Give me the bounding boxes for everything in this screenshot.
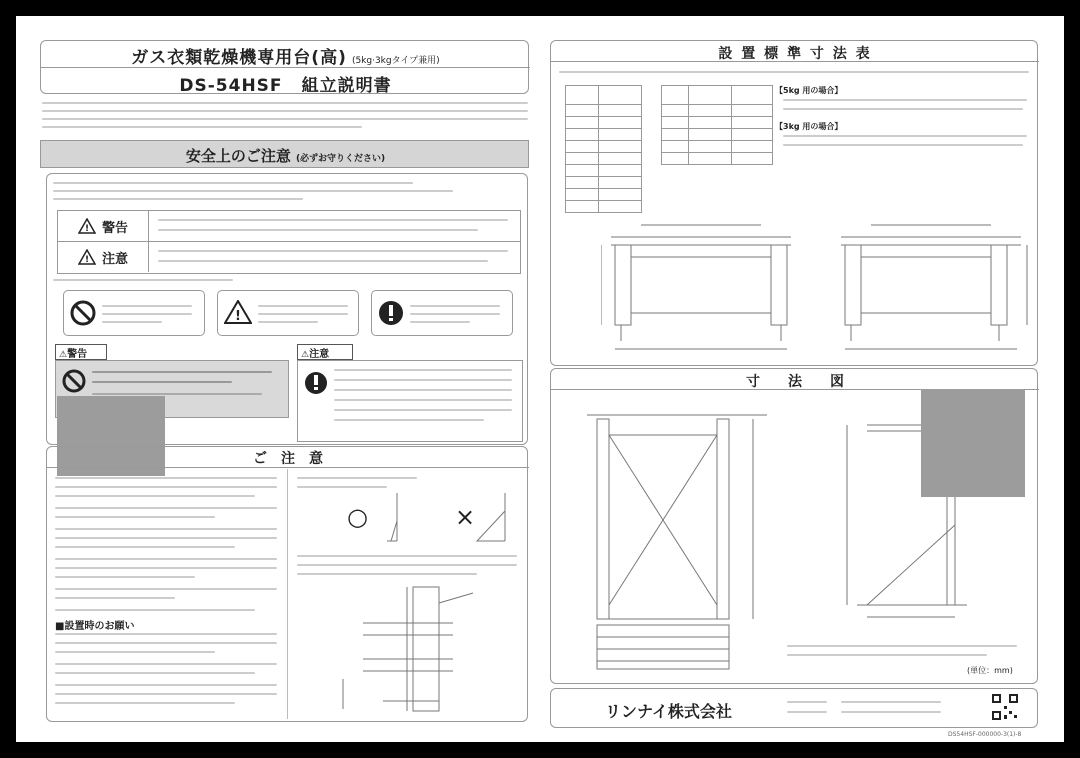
notes-box [46,446,528,722]
spec-table-box [550,40,1038,366]
prohibition-pictogram-box [63,290,205,336]
front-dimension-drawing [577,405,777,675]
doc-title-sub: (5kg·3kgタイプ兼用) [351,56,440,66]
caution-triangle-icon [78,249,96,265]
svg-text:!: ! [235,309,241,324]
ok-mark: ○ [347,503,368,531]
footer-code: DS54HSF-000000-3(1)-8 [948,731,1022,738]
front-view-5kg-drawing [601,217,801,357]
dimension-box [550,368,1038,684]
svg-text:!: ! [84,224,90,234]
unit-label: (単位：mm) [967,666,1013,675]
warning-tag: ⚠警告 [55,344,107,360]
signal-word-table [57,210,521,274]
safety-header [40,140,529,168]
caution-label: 注意 [101,251,128,267]
redacted-block [921,389,1025,497]
notes-title: ご 注 意 [253,451,323,467]
spec-title: 設 置 標 準 寸 法 表 [718,46,872,62]
install-request-heading: ■設置時のお願い [55,621,135,632]
qr-code-icon [991,693,1019,721]
instruction-sheet [16,16,1064,742]
attention-pictogram-box [217,290,359,336]
svg-text:!: ! [84,255,90,265]
attention-icon [224,300,252,324]
prohibition-icon [62,369,86,393]
spec-5kg-heading: 【5kg 用の場合】 [775,86,843,95]
caution-panel [297,360,523,442]
dimension-title: 寸 法 図 [746,374,844,390]
mandatory-icon [304,371,328,395]
warning-label: 警告 [101,220,128,236]
safety-title: 安全上のご注意 [185,147,291,165]
spec-table-2 [661,85,773,165]
mandatory-icon [378,300,404,326]
company-box [550,688,1038,728]
mandatory-pictogram-box [371,290,513,336]
spec-table-1 [565,85,642,213]
prohibition-icon [70,300,96,326]
model-number: DS-54HSF [179,76,283,96]
ng-mark: × [455,503,476,531]
front-view-3kg-drawing [831,217,1031,357]
doc-title: ガス衣類乾燥機専用台(高) [131,48,347,68]
safety-box [46,173,528,445]
wall-placement-drawing [377,491,527,545]
warning-triangle-icon [78,218,96,234]
title-box [40,40,529,94]
company-name: リンナイ株式会社 [605,702,732,721]
spec-3kg-heading: 【3kg 用の場合】 [775,122,843,131]
caution-tag: ⚠注意 [297,344,353,360]
wall-anchor-drawing [323,583,513,715]
doc-subtitle: 組立説明書 [301,76,392,96]
safety-subtitle: (必ずお守りください) [295,154,386,164]
